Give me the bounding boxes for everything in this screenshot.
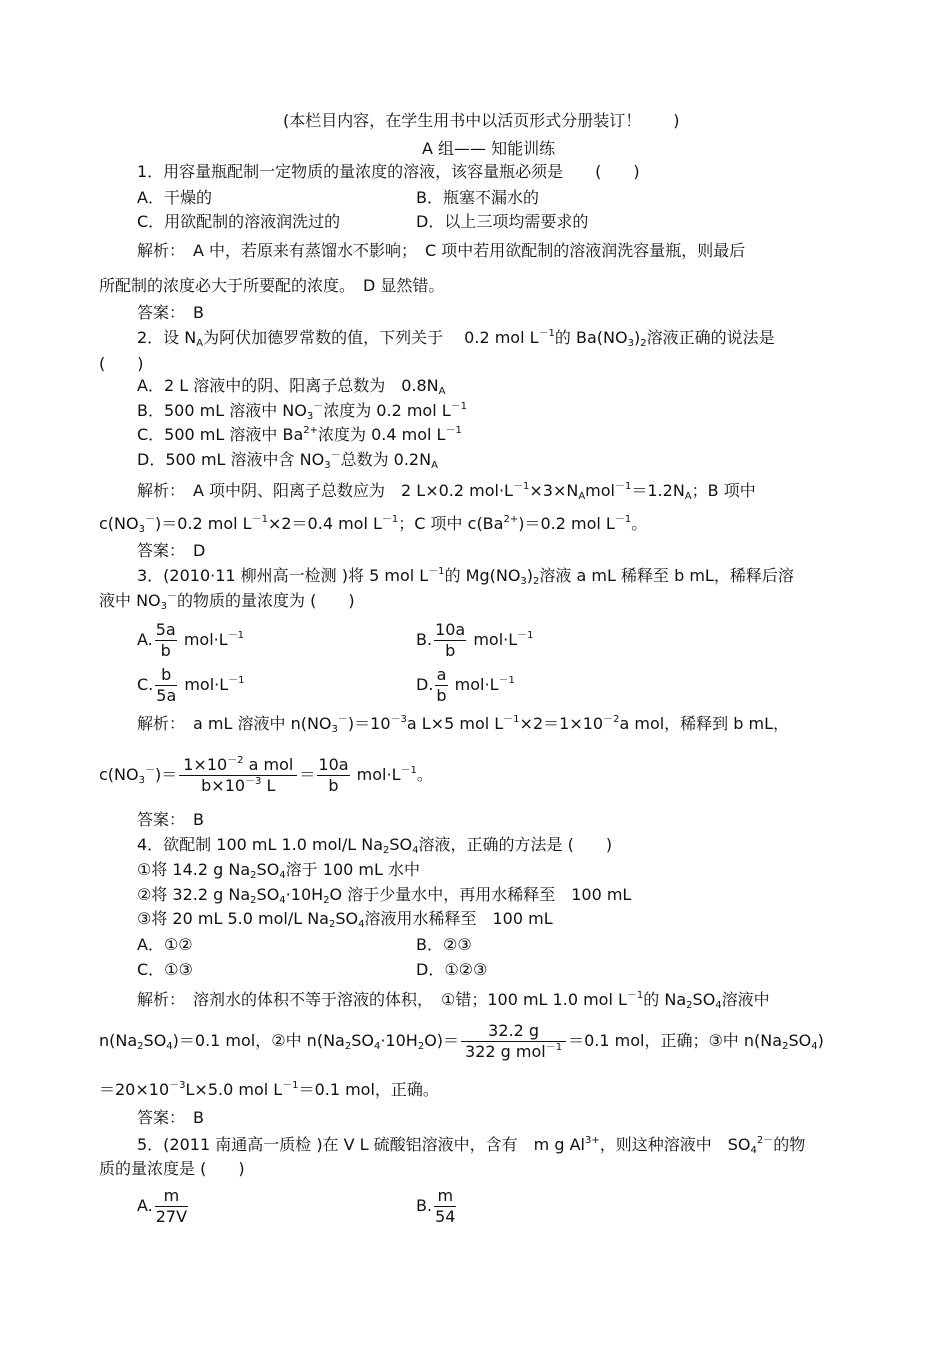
q3-option-c: C. $\frac{b}{5a}$ $mol\cdot L^{-1}$ xyxy=(137,665,245,705)
q4-method-3: ③将 20 mL 5.0 mol/L $Na_2SO_4$溶液用水稀释至 100 mL xyxy=(137,909,553,930)
q5-stem-line1: 5．(2011 南通高一质检 )在 V L 硫酸铝溶液中，含有 m g $Al^{3+}$，则这种溶液中 $SO_4^{2-}$的物 xyxy=(137,1135,806,1156)
q2-answer: 答案： D xyxy=(137,541,206,560)
q1-option-b: B．瓶塞不漏水的 xyxy=(416,188,539,207)
q3-option-b: B. $\frac{10a}{b}$ $mol\cdot L^{-1}$ xyxy=(416,620,534,660)
q3-answer: 答案： B xyxy=(137,810,204,829)
section-title: A 组—— 知能训练 xyxy=(422,139,556,158)
q5-option-a: A. $\frac{m}{27V}$ xyxy=(137,1186,188,1226)
q1-option-d: D．以上三项均需要求的 xyxy=(416,212,589,231)
q1-analysis-line2: 所配制的浓度必大于所要配的浓度。 D 显然错。 xyxy=(99,276,445,295)
q2-paren: ( ) xyxy=(99,354,144,373)
q1-option-c: C．用欲配制的溶液润洗过的 xyxy=(137,212,341,231)
q1-answer: 答案： B xyxy=(137,303,204,322)
q3-analysis-line2: $c(NO_3^-)=$ $1\times 10^{-2}$ a mol $b\times 10^{-3}$ L ＝ $\frac{10a}{b}$ $mol\cdot L^{-1}$。 xyxy=(99,755,433,795)
q2-analysis-line1: 解析： A 项中阴、阳离子总数应为 2 L×0.2 $mol\cdot L^{-1}\times 3\times N_Amol^{-1}=1.2N_A$；B 项中 xyxy=(137,481,756,502)
q4-analysis-line3: $=20\times 10^{-3}L\times 5.0$ mol $L^{-1}=0.1$ mol，正确。 xyxy=(99,1080,439,1099)
q2-stem: 2．设 $N_A$为阿伏加德罗常数的值，下列关于 0.2 mol $L^{-1}$的 $Ba(NO_3)_2$溶液正确的说法是 xyxy=(137,328,775,349)
q2-option-b: B．500 mL 溶液中 $NO_3^-$浓度为 0.2 mol $L^{-1}$ xyxy=(137,401,468,422)
q4-option-b: B．②③ xyxy=(416,935,472,954)
q1-analysis-line1: 解析： A 中，若原来有蒸馏水不影响； C 项中若用欲配制的溶液润洗容量瓶，则最后 xyxy=(137,241,746,260)
q3-big-fraction: $1\times 10^{-2}$ a mol $b\times 10^{-3}$ L xyxy=(179,755,297,796)
q1-stem: 1．用容量瓶配制一定物质的量浓度的溶液，该容量瓶必须是 ( ) xyxy=(137,162,640,181)
q3-option-a: A. $\frac{5a}{b}$ $mol\cdot L^{-1}$ xyxy=(137,620,245,660)
q2-analysis-line2: $c(NO_3^-)=0.2$ mol $L^{-1}\times 2=0.4$ mol $L^{-1}$；C 项中 $c(Ba^{2+})=0.2$ mol $L^{-1}$。 xyxy=(99,514,648,535)
q4-analysis-line2: $n(Na_2SO_4)=0.1$ mol，②中 $n(Na_2SO_4\cdot 10H_2O)=$ 32.2 g 322 g mol$^{-1}$ ＝0.1 mol，正确；③中 $n(Na_2SO_4)$ xyxy=(99,1021,824,1061)
q4-method-2: ②将 32.2 g $Na_2SO_4\cdot 10H_2O$ 溶于少量水中，再用水稀释至 100 mL xyxy=(137,885,632,906)
q4-option-c: C．①③ xyxy=(137,960,193,979)
q4-method-1: ①将 14.2 g $Na_2SO_4$溶于 100 mL 水中 xyxy=(137,860,420,881)
q2-option-d: D．500 mL 溶液中含 $NO_3^-$总数为 $0.2N_A$ xyxy=(137,450,438,471)
q2-option-a: A．2 L 溶液中的阴、阳离子总数为 $0.8N_A$ xyxy=(137,376,446,397)
q5-stem-line2: 质的量浓度是 ( ) xyxy=(99,1159,245,1178)
q3-analysis-line1: 解析： a mL 溶液中 $n(NO_3^-)=10^{-3}a$ L×5 mol $L^{-1}\times 2=1\times 10^{-2}a$ mol，稀释到 b mL， xyxy=(137,714,790,735)
q2-option-c: C．500 mL 溶液中 $Ba^{2+}$浓度为 0.4 mol $L^{-1}$ xyxy=(137,425,462,444)
q4-answer: 答案： B xyxy=(137,1108,204,1127)
q3-stem-line1: 3．(2010·11 柳州高一检测 )将 5 mol $L^{-1}$的 $Mg(NO_3)_2$溶液 a mL 稀释至 b mL，稀释后溶 xyxy=(137,566,794,587)
header-note: (本栏目内容，在学生用书中以活页形式分册装订！ ) xyxy=(283,111,680,130)
q4-stem: 4．欲配制 100 mL 1.0 mol/L $Na_2SO_4$溶液，正确的方法是 ( ) xyxy=(137,835,613,856)
q3-stem-line2: 液中 $NO_3^-$的物质的量浓度为 ( ) xyxy=(99,591,355,612)
q4-analysis-line1: 解析： 溶剂水的体积不等于溶液的体积， ①错；100 mL 1.0 mol $L^{-1}$的 $Na_2SO_4$溶液中 xyxy=(137,990,770,1011)
q4-fraction: 32.2 g 322 g mol$^{-1}$ xyxy=(461,1021,566,1062)
q1-option-a: A．干燥的 xyxy=(137,188,212,207)
q4-option-a: A．①② xyxy=(137,935,193,954)
q3-option-d: D. $\frac{a}{b}$ $mol\cdot L^{-1}$ xyxy=(416,665,515,705)
q4-option-d: D．①②③ xyxy=(416,960,488,979)
q5-option-b: B. $\frac{m}{54}$ xyxy=(416,1186,456,1226)
